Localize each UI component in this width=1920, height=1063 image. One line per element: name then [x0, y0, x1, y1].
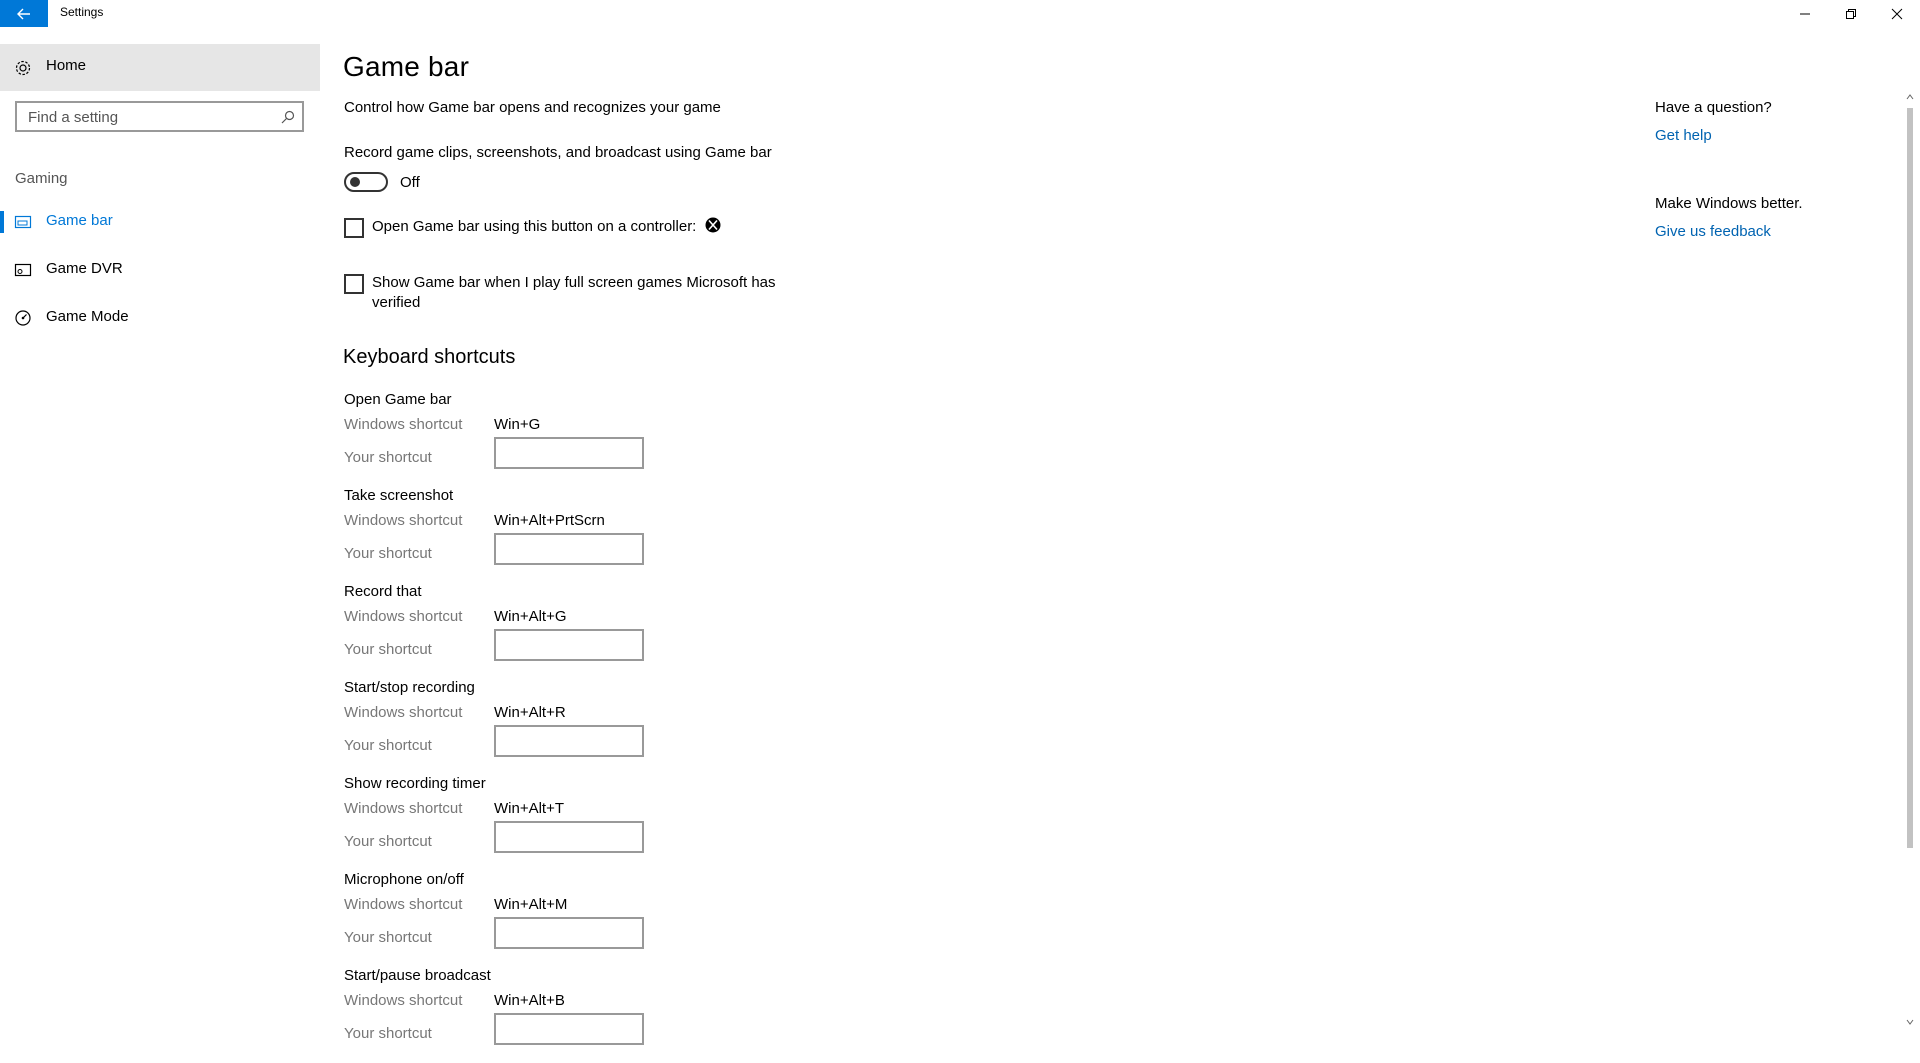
back-button[interactable] [0, 0, 48, 27]
help-question: Have a question? [1655, 99, 1772, 116]
windows-shortcut-value: Win+Alt+M [494, 896, 568, 913]
selection-indicator [0, 211, 4, 233]
shortcut-name: Start/stop recording [344, 679, 475, 696]
shortcut-group-start-stop-recording [344, 679, 744, 775]
section-label-gaming: Gaming [15, 170, 68, 187]
close-icon [1892, 9, 1902, 19]
gear-icon [14, 59, 32, 77]
page-title: Game bar [343, 51, 470, 82]
game-dvr-icon [14, 261, 32, 279]
shortcut-name: Take screenshot [344, 487, 454, 504]
your-shortcut-input[interactable] [494, 821, 644, 853]
your-shortcut-input[interactable] [494, 725, 644, 757]
minimize-icon [1800, 9, 1810, 19]
shortcut-group-broadcast [344, 967, 744, 1063]
shortcut-name: Show recording timer [344, 775, 486, 792]
search-placeholder: Find a setting [28, 109, 119, 126]
shortcut-group-record-that [344, 583, 744, 679]
get-help-link[interactable]: Get help [1655, 127, 1712, 144]
keyboard-shortcuts-heading: Keyboard shortcuts [343, 346, 516, 368]
sidebar-item-label: Game Mode [46, 308, 129, 325]
minimize-button[interactable] [1782, 0, 1828, 27]
fullscreen-games-label-line1: Show Game bar when I play full screen games Microsoft has [372, 274, 776, 291]
your-shortcut-label: Your shortcut [344, 545, 432, 562]
windows-shortcut-label: Windows shortcut [344, 800, 463, 817]
close-button[interactable] [1874, 0, 1920, 27]
scroll-up-icon[interactable] [1906, 92, 1914, 102]
shortcut-name: Microphone on/off [344, 871, 464, 888]
scroll-thumb[interactable] [1907, 108, 1913, 848]
windows-shortcut-label: Windows shortcut [344, 512, 463, 529]
shortcut-group-take-screenshot [344, 487, 744, 583]
your-shortcut-label: Your shortcut [344, 449, 432, 466]
sidebar-item-label: Home [46, 57, 87, 74]
game-bar-icon [14, 213, 32, 231]
sidebar-item-game-dvr[interactable] [0, 249, 320, 289]
windows-shortcut-value: Win+Alt+T [494, 800, 565, 817]
shortcut-name: Record that [344, 583, 422, 600]
fullscreen-games-label [372, 273, 776, 313]
sidebar [0, 27, 320, 1032]
windows-shortcut-value: Win+Alt+PrtScrn [494, 512, 605, 529]
restore-icon [1846, 9, 1856, 19]
your-shortcut-input[interactable] [494, 437, 644, 469]
windows-shortcut-label: Windows shortcut [344, 896, 463, 913]
fullscreen-games-label-line2: verified [372, 294, 421, 311]
fullscreen-games-checkbox[interactable] [344, 274, 364, 294]
shortcut-name: Open Game bar [344, 391, 452, 408]
windows-shortcut-label: Windows shortcut [344, 416, 463, 433]
controller-button-label: Open Game bar using this button on a controller: [372, 218, 697, 235]
toggle-state-label: Off [400, 174, 420, 191]
record-toggle[interactable] [344, 172, 388, 192]
xbox-icon [705, 217, 721, 233]
shortcut-group-open-game-bar [344, 391, 744, 487]
windows-shortcut-value: Win+G [494, 416, 541, 433]
give-feedback-link[interactable]: Give us feedback [1655, 223, 1771, 240]
your-shortcut-label: Your shortcut [344, 737, 432, 754]
scroll-down-icon[interactable] [1906, 1017, 1914, 1027]
sidebar-item-label: Game bar [46, 212, 113, 229]
toggle-knob [350, 177, 360, 187]
your-shortcut-input[interactable] [494, 533, 644, 565]
shortcut-group-microphone [344, 871, 744, 967]
your-shortcut-label: Your shortcut [344, 929, 432, 946]
search-input[interactable] [15, 101, 304, 132]
windows-shortcut-label: Windows shortcut [344, 992, 463, 1009]
windows-shortcut-value: Win+Alt+R [494, 704, 566, 721]
game-mode-icon [14, 309, 32, 327]
sidebar-item-game-bar[interactable] [0, 201, 320, 241]
shortcut-group-show-recording-timer [344, 775, 744, 871]
your-shortcut-label: Your shortcut [344, 833, 432, 850]
your-shortcut-label: Your shortcut [344, 641, 432, 658]
sidebar-item-home[interactable] [0, 44, 320, 91]
your-shortcut-input[interactable] [494, 629, 644, 661]
windows-shortcut-label: Windows shortcut [344, 704, 463, 721]
your-shortcut-input[interactable] [494, 1013, 644, 1045]
sidebar-item-label: Game DVR [46, 260, 123, 277]
your-shortcut-label: Your shortcut [344, 1025, 432, 1042]
windows-shortcut-value: Win+Alt+G [494, 608, 567, 625]
controller-button-checkbox[interactable] [344, 218, 364, 238]
restore-button[interactable] [1828, 0, 1874, 27]
sidebar-item-game-mode[interactable] [0, 297, 320, 337]
record-setting-label: Record game clips, screenshots, and broadcast using Game bar [344, 144, 772, 161]
scrollbar[interactable] [1904, 92, 1916, 1032]
your-shortcut-input[interactable] [494, 917, 644, 949]
shortcut-name: Start/pause broadcast [344, 967, 491, 984]
feedback-question: Make Windows better. [1655, 195, 1803, 212]
back-arrow-icon [17, 8, 31, 20]
windows-shortcut-value: Win+Alt+B [494, 992, 565, 1009]
page-description: Control how Game bar opens and recognizes your game [344, 99, 721, 116]
app-title: Settings [60, 5, 104, 19]
windows-shortcut-label: Windows shortcut [344, 608, 463, 625]
main-content [320, 27, 1916, 1042]
search-icon[interactable] [281, 110, 295, 124]
